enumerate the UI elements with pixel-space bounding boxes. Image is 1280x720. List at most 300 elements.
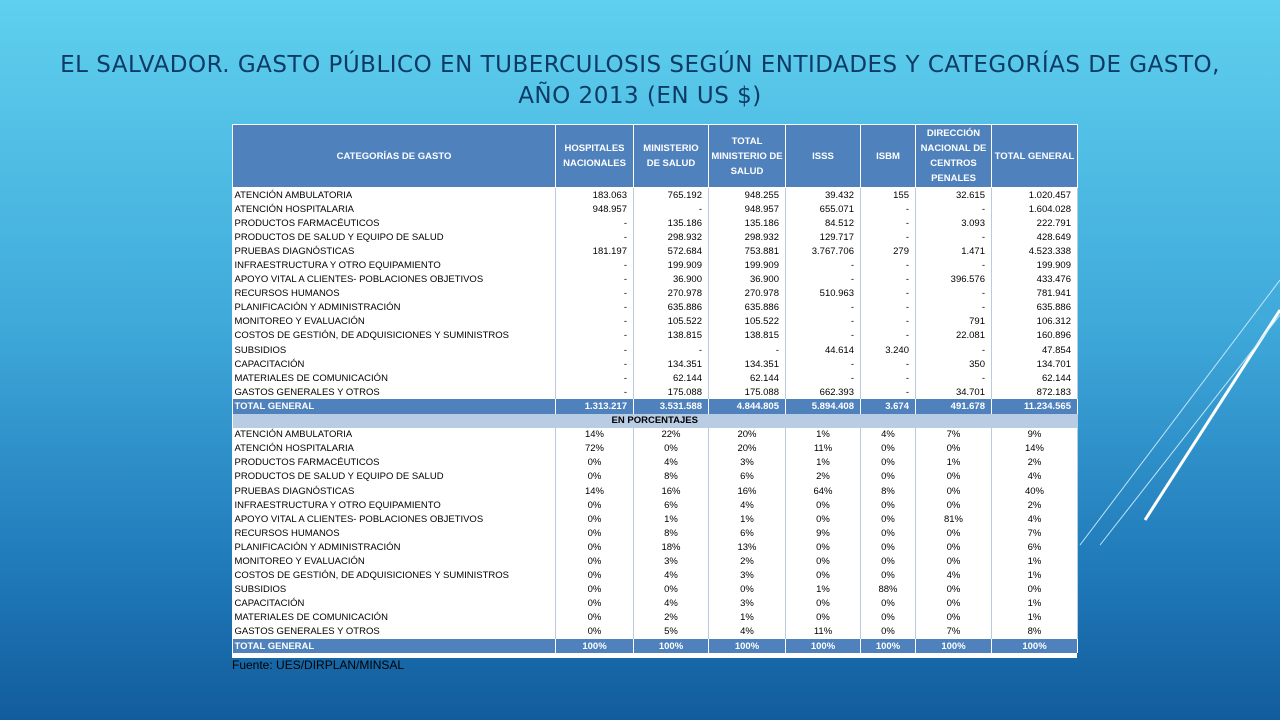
value-cell: 0% — [861, 456, 916, 470]
value-cell: - — [556, 385, 634, 399]
value-cell: 135.186 — [634, 216, 709, 230]
value-cell: 183.063 — [556, 188, 634, 203]
value-cell: - — [556, 230, 634, 244]
category-cell: RECURSOS HUMANOS — [233, 526, 556, 540]
value-cell: 3% — [709, 569, 786, 583]
table-row — [233, 329, 1078, 343]
value-cell: 199.909 — [709, 258, 786, 272]
value-cell: 3% — [709, 456, 786, 470]
value-cell: 765.192 — [634, 188, 709, 203]
value-cell: 9% — [786, 526, 861, 540]
value-cell: 8% — [634, 470, 709, 484]
value-cell: 100% — [709, 639, 786, 653]
value-cell: - — [861, 216, 916, 230]
value-cell: 1% — [992, 569, 1078, 583]
category-cell: ATENCIÓN AMBULATORIA — [233, 428, 556, 442]
table-row — [233, 216, 1078, 230]
value-cell: 100% — [634, 639, 709, 653]
value-cell: 22% — [634, 428, 709, 442]
category-cell: ATENCIÓN HOSPITALARIA — [233, 202, 556, 216]
value-cell: 1% — [916, 456, 992, 470]
category-cell: TOTAL GENERAL — [233, 399, 556, 413]
value-cell: 129.717 — [786, 230, 861, 244]
value-cell: 72% — [556, 442, 634, 456]
percent-row — [233, 554, 1078, 568]
value-cell: 0% — [556, 526, 634, 540]
value-cell: - — [786, 301, 861, 315]
value-cell: 6% — [634, 498, 709, 512]
value-cell: - — [916, 287, 992, 301]
value-cell: - — [916, 230, 992, 244]
value-cell: 0% — [786, 611, 861, 625]
percent-row — [233, 456, 1078, 470]
value-cell: 948.957 — [709, 202, 786, 216]
value-cell: 753.881 — [709, 244, 786, 258]
slide-title: EL SALVADOR. GASTO PÚBLICO EN TUBERCULOSIS SEGÚN ENTIDADES Y CATEGORÍAS DE GASTO, AÑO 2013 (EN US $) — [60, 52, 1220, 109]
value-cell: 4% — [916, 569, 992, 583]
value-cell: 175.088 — [634, 385, 709, 399]
table-row — [233, 287, 1078, 301]
value-cell: 6% — [709, 470, 786, 484]
value-cell: 4% — [709, 498, 786, 512]
value-cell: - — [861, 258, 916, 272]
value-cell: 635.886 — [634, 301, 709, 315]
value-cell: 298.932 — [634, 230, 709, 244]
table-row — [233, 202, 1078, 216]
value-cell: 0% — [861, 540, 916, 554]
expenditure-table — [232, 124, 1078, 653]
value-cell: 1% — [634, 512, 709, 526]
value-cell: 6% — [992, 540, 1078, 554]
table-row — [233, 258, 1078, 272]
expenditure-table-container — [232, 124, 1077, 658]
value-cell: - — [861, 301, 916, 315]
value-cell: - — [786, 258, 861, 272]
percent-total-row — [233, 639, 1078, 653]
value-cell: 47.854 — [992, 343, 1078, 357]
value-cell: 14% — [556, 428, 634, 442]
value-cell: 491.678 — [916, 399, 992, 413]
value-cell: 3.093 — [916, 216, 992, 230]
value-cell: 0% — [861, 611, 916, 625]
percent-row — [233, 470, 1078, 484]
value-cell: 3.674 — [861, 399, 916, 413]
value-cell: 872.183 — [992, 385, 1078, 399]
value-cell: 298.932 — [709, 230, 786, 244]
category-cell: SUBSIDIOS — [233, 583, 556, 597]
value-cell: 7% — [916, 428, 992, 442]
value-cell: 0% — [786, 540, 861, 554]
total-row — [233, 399, 1078, 413]
value-cell: - — [861, 385, 916, 399]
column-header: CATEGORÍAS DE GASTO — [233, 125, 556, 188]
category-cell: ATENCIÓN AMBULATORIA — [233, 188, 556, 203]
value-cell: - — [786, 315, 861, 329]
value-cell: - — [709, 343, 786, 357]
column-header: HOSPITALES NACIONALES — [556, 125, 634, 188]
value-cell: - — [786, 273, 861, 287]
table-row — [233, 188, 1078, 203]
value-cell: 1% — [786, 583, 861, 597]
value-cell: 4.844.805 — [709, 399, 786, 413]
percent-row — [233, 540, 1078, 554]
value-cell: 62.144 — [992, 371, 1078, 385]
value-cell: 44.614 — [786, 343, 861, 357]
value-cell: 3.767.706 — [786, 244, 861, 258]
value-cell: - — [556, 258, 634, 272]
percent-row — [233, 512, 1078, 526]
value-cell: 0% — [916, 498, 992, 512]
value-cell: 36.900 — [634, 273, 709, 287]
value-cell: 0% — [916, 540, 992, 554]
category-cell: MONITOREO Y EVALUACIÓN — [233, 554, 556, 568]
value-cell: 662.393 — [786, 385, 861, 399]
value-cell: 3% — [709, 597, 786, 611]
value-cell: 0% — [786, 569, 861, 583]
value-cell: 0% — [916, 526, 992, 540]
category-cell: PRUEBAS DIAGNÓSTICAS — [233, 484, 556, 498]
table-row — [233, 385, 1078, 399]
value-cell: - — [786, 357, 861, 371]
value-cell: 0% — [634, 442, 709, 456]
value-cell: - — [861, 273, 916, 287]
value-cell: - — [634, 343, 709, 357]
percent-row — [233, 484, 1078, 498]
percent-row — [233, 625, 1078, 639]
value-cell: 1% — [992, 554, 1078, 568]
value-cell: 11% — [786, 625, 861, 639]
value-cell: 0% — [861, 554, 916, 568]
category-cell: INFRAESTRUCTURA Y OTRO EQUIPAMIENTO — [233, 498, 556, 512]
value-cell: 181.197 — [556, 244, 634, 258]
category-cell: MATERIALES DE COMUNICACIÓN — [233, 371, 556, 385]
table-row — [233, 230, 1078, 244]
value-cell: 14% — [992, 442, 1078, 456]
value-cell: 781.941 — [992, 287, 1078, 301]
value-cell: 0% — [786, 512, 861, 526]
header-row — [233, 125, 1078, 188]
value-cell: 100% — [916, 639, 992, 653]
value-cell: 0% — [916, 583, 992, 597]
value-cell: 5.894.408 — [786, 399, 861, 413]
table-row — [233, 244, 1078, 258]
percent-row — [233, 442, 1078, 456]
value-cell: 134.701 — [992, 357, 1078, 371]
value-cell: 270.978 — [634, 287, 709, 301]
value-cell: 0% — [861, 625, 916, 639]
table-row — [233, 371, 1078, 385]
value-cell: - — [861, 202, 916, 216]
value-cell: 100% — [992, 639, 1078, 653]
value-cell: 34.701 — [916, 385, 992, 399]
category-cell: CAPACITACIÓN — [233, 357, 556, 371]
table-row — [233, 343, 1078, 357]
value-cell: 20% — [709, 442, 786, 456]
value-cell: 62.144 — [634, 371, 709, 385]
value-cell: 105.522 — [634, 315, 709, 329]
category-cell: PRODUCTOS DE SALUD Y EQUIPO DE SALUD — [233, 470, 556, 484]
value-cell: 1.020.457 — [992, 188, 1078, 203]
value-cell: 81% — [916, 512, 992, 526]
value-cell: 0% — [916, 484, 992, 498]
percent-row — [233, 597, 1078, 611]
value-cell: 16% — [709, 484, 786, 498]
value-cell: 8% — [992, 625, 1078, 639]
column-header: TOTAL MINISTERIO DE SALUD — [709, 125, 786, 188]
value-cell: 8% — [634, 526, 709, 540]
table-row — [233, 273, 1078, 287]
value-cell: 36.900 — [709, 273, 786, 287]
value-cell: 199.909 — [634, 258, 709, 272]
value-cell: - — [556, 329, 634, 343]
value-cell: 0% — [556, 456, 634, 470]
value-cell: 3.240 — [861, 343, 916, 357]
value-cell: 160.896 — [992, 329, 1078, 343]
percent-row — [233, 498, 1078, 512]
value-cell: 2% — [992, 456, 1078, 470]
value-cell: - — [861, 329, 916, 343]
value-cell: - — [556, 315, 634, 329]
source-note: Fuente: UES/DIRPLAN/MINSAL — [232, 658, 405, 672]
column-header: MINISTERIO DE SALUD — [634, 125, 709, 188]
value-cell: - — [786, 371, 861, 385]
value-cell: 155 — [861, 188, 916, 203]
value-cell: 0% — [709, 583, 786, 597]
value-cell: 134.351 — [634, 357, 709, 371]
category-cell: INFRAESTRUCTURA Y OTRO EQUIPAMIENTO — [233, 258, 556, 272]
category-cell: APOYO VITAL A CLIENTES- POBLACIONES OBJETIVOS — [233, 273, 556, 287]
value-cell: 100% — [861, 639, 916, 653]
value-cell: - — [916, 258, 992, 272]
value-cell: 0% — [556, 554, 634, 568]
category-cell: GASTOS GENERALES Y OTROS — [233, 385, 556, 399]
value-cell: 2% — [634, 611, 709, 625]
value-cell: 270.978 — [709, 287, 786, 301]
value-cell: 1% — [786, 428, 861, 442]
column-header: ISSS — [786, 125, 861, 188]
value-cell: 0% — [861, 597, 916, 611]
value-cell: - — [861, 371, 916, 385]
table-row — [233, 315, 1078, 329]
table-body — [233, 188, 1078, 654]
value-cell: 0% — [916, 611, 992, 625]
category-cell: TOTAL GENERAL — [233, 639, 556, 653]
value-cell: 40% — [992, 484, 1078, 498]
value-cell: 106.312 — [992, 315, 1078, 329]
value-cell: 635.886 — [709, 301, 786, 315]
value-cell: 1% — [992, 611, 1078, 625]
value-cell: 350 — [916, 357, 992, 371]
value-cell: 948.957 — [556, 202, 634, 216]
category-cell: PLANIFICACIÓN Y ADMINISTRACIÓN — [233, 301, 556, 315]
category-cell: CAPACITACIÓN — [233, 597, 556, 611]
value-cell: - — [916, 371, 992, 385]
value-cell: - — [916, 202, 992, 216]
value-cell: - — [786, 329, 861, 343]
value-cell: 948.255 — [709, 188, 786, 203]
value-cell: 510.963 — [786, 287, 861, 301]
value-cell: 2% — [992, 498, 1078, 512]
value-cell: 0% — [556, 540, 634, 554]
value-cell: 791 — [916, 315, 992, 329]
value-cell: 100% — [556, 639, 634, 653]
value-cell: 0% — [556, 498, 634, 512]
value-cell: 4% — [634, 456, 709, 470]
value-cell: 0% — [916, 597, 992, 611]
value-cell: 572.684 — [634, 244, 709, 258]
value-cell: 4% — [634, 569, 709, 583]
percent-section-row — [233, 414, 1078, 428]
value-cell: 8% — [861, 484, 916, 498]
category-cell: PRODUCTOS FARMACÉUTICOS — [233, 456, 556, 470]
value-cell: 138.815 — [634, 329, 709, 343]
value-cell: 134.351 — [709, 357, 786, 371]
value-cell: 1.604.028 — [992, 202, 1078, 216]
value-cell: 0% — [916, 442, 992, 456]
category-cell: COSTOS DE GESTIÓN, DE ADQUISICIONES Y SUMINISTROS — [233, 329, 556, 343]
value-cell: - — [556, 273, 634, 287]
column-header: ISBM — [861, 125, 916, 188]
value-cell: 4% — [861, 428, 916, 442]
deco-line-2 — [1080, 280, 1280, 545]
value-cell: 1% — [992, 597, 1078, 611]
value-cell: 88% — [861, 583, 916, 597]
value-cell: 1% — [709, 611, 786, 625]
value-cell: 0% — [861, 526, 916, 540]
value-cell: 9% — [992, 428, 1078, 442]
value-cell: 18% — [634, 540, 709, 554]
value-cell: 7% — [916, 625, 992, 639]
value-cell: 11.234.565 — [992, 399, 1078, 413]
value-cell: 0% — [786, 498, 861, 512]
value-cell: - — [556, 287, 634, 301]
value-cell: 2% — [709, 554, 786, 568]
value-cell: 1% — [786, 456, 861, 470]
value-cell: 0% — [916, 470, 992, 484]
value-cell: 4% — [992, 512, 1078, 526]
value-cell: 13% — [709, 540, 786, 554]
value-cell: 0% — [556, 583, 634, 597]
column-header: TOTAL GENERAL — [992, 125, 1078, 188]
value-cell: 64% — [786, 484, 861, 498]
value-cell: - — [861, 287, 916, 301]
category-cell: ATENCIÓN HOSPITALARIA — [233, 442, 556, 456]
value-cell: 105.522 — [709, 315, 786, 329]
value-cell: 0% — [861, 512, 916, 526]
value-cell: 1.313.217 — [556, 399, 634, 413]
value-cell: 14% — [556, 484, 634, 498]
category-cell: MATERIALES DE COMUNICACIÓN — [233, 611, 556, 625]
percent-section-label: EN PORCENTAJES — [233, 414, 1078, 428]
value-cell: 2% — [786, 470, 861, 484]
value-cell: 0% — [786, 554, 861, 568]
value-cell: - — [556, 301, 634, 315]
value-cell: 3% — [634, 554, 709, 568]
value-cell: 175.088 — [709, 385, 786, 399]
value-cell: - — [634, 202, 709, 216]
value-cell: - — [556, 343, 634, 357]
value-cell: 7% — [992, 526, 1078, 540]
value-cell: 199.909 — [992, 258, 1078, 272]
value-cell: 6% — [709, 526, 786, 540]
category-cell: PRODUCTOS DE SALUD Y EQUIPO DE SALUD — [233, 230, 556, 244]
value-cell: 84.512 — [786, 216, 861, 230]
category-cell: PRODUCTOS FARMACÉUTICOS — [233, 216, 556, 230]
table-row — [233, 301, 1078, 315]
value-cell: 0% — [992, 583, 1078, 597]
value-cell: 0% — [634, 583, 709, 597]
value-cell: 0% — [556, 625, 634, 639]
value-cell: 20% — [709, 428, 786, 442]
value-cell: 0% — [556, 470, 634, 484]
value-cell: - — [916, 343, 992, 357]
value-cell: 62.144 — [709, 371, 786, 385]
value-cell: 279 — [861, 244, 916, 258]
percent-row — [233, 526, 1078, 540]
value-cell: 1.471 — [916, 244, 992, 258]
percent-row — [233, 611, 1078, 625]
value-cell: 135.186 — [709, 216, 786, 230]
value-cell: 0% — [556, 512, 634, 526]
category-cell: COSTOS DE GESTIÓN, DE ADQUISICIONES Y SUMINISTROS — [233, 569, 556, 583]
value-cell: - — [556, 371, 634, 385]
value-cell: - — [916, 301, 992, 315]
value-cell: - — [861, 230, 916, 244]
value-cell: 428.649 — [992, 230, 1078, 244]
percent-row — [233, 569, 1078, 583]
category-cell: PLANIFICACIÓN Y ADMINISTRACIÓN — [233, 540, 556, 554]
deco-line-3 — [1100, 315, 1280, 545]
value-cell: 0% — [556, 569, 634, 583]
percent-row — [233, 428, 1078, 442]
table-row — [233, 357, 1078, 371]
category-cell: SUBSIDIOS — [233, 343, 556, 357]
value-cell: 4% — [634, 597, 709, 611]
value-cell: 138.815 — [709, 329, 786, 343]
value-cell: - — [861, 315, 916, 329]
value-cell: 222.791 — [992, 216, 1078, 230]
value-cell: 0% — [861, 569, 916, 583]
value-cell: - — [556, 216, 634, 230]
value-cell: 3.531.588 — [634, 399, 709, 413]
value-cell: 100% — [786, 639, 861, 653]
value-cell: 0% — [861, 442, 916, 456]
value-cell: 396.576 — [916, 273, 992, 287]
value-cell: 0% — [556, 597, 634, 611]
value-cell: 4% — [992, 470, 1078, 484]
category-cell: RECURSOS HUMANOS — [233, 287, 556, 301]
value-cell: 635.886 — [992, 301, 1078, 315]
value-cell: 16% — [634, 484, 709, 498]
percent-row — [233, 583, 1078, 597]
value-cell: 4.523.338 — [992, 244, 1078, 258]
category-cell: MONITOREO Y EVALUACIÓN — [233, 315, 556, 329]
value-cell: 0% — [786, 597, 861, 611]
value-cell: 5% — [634, 625, 709, 639]
value-cell: - — [556, 357, 634, 371]
value-cell: 0% — [861, 470, 916, 484]
value-cell: 0% — [916, 554, 992, 568]
value-cell: - — [861, 357, 916, 371]
value-cell: 39.432 — [786, 188, 861, 203]
value-cell: 32.615 — [916, 188, 992, 203]
value-cell: 22.081 — [916, 329, 992, 343]
value-cell: 11% — [786, 442, 861, 456]
decorative-lines — [1070, 280, 1280, 550]
value-cell: 4% — [709, 625, 786, 639]
value-cell: 433.476 — [992, 273, 1078, 287]
value-cell: 0% — [861, 498, 916, 512]
